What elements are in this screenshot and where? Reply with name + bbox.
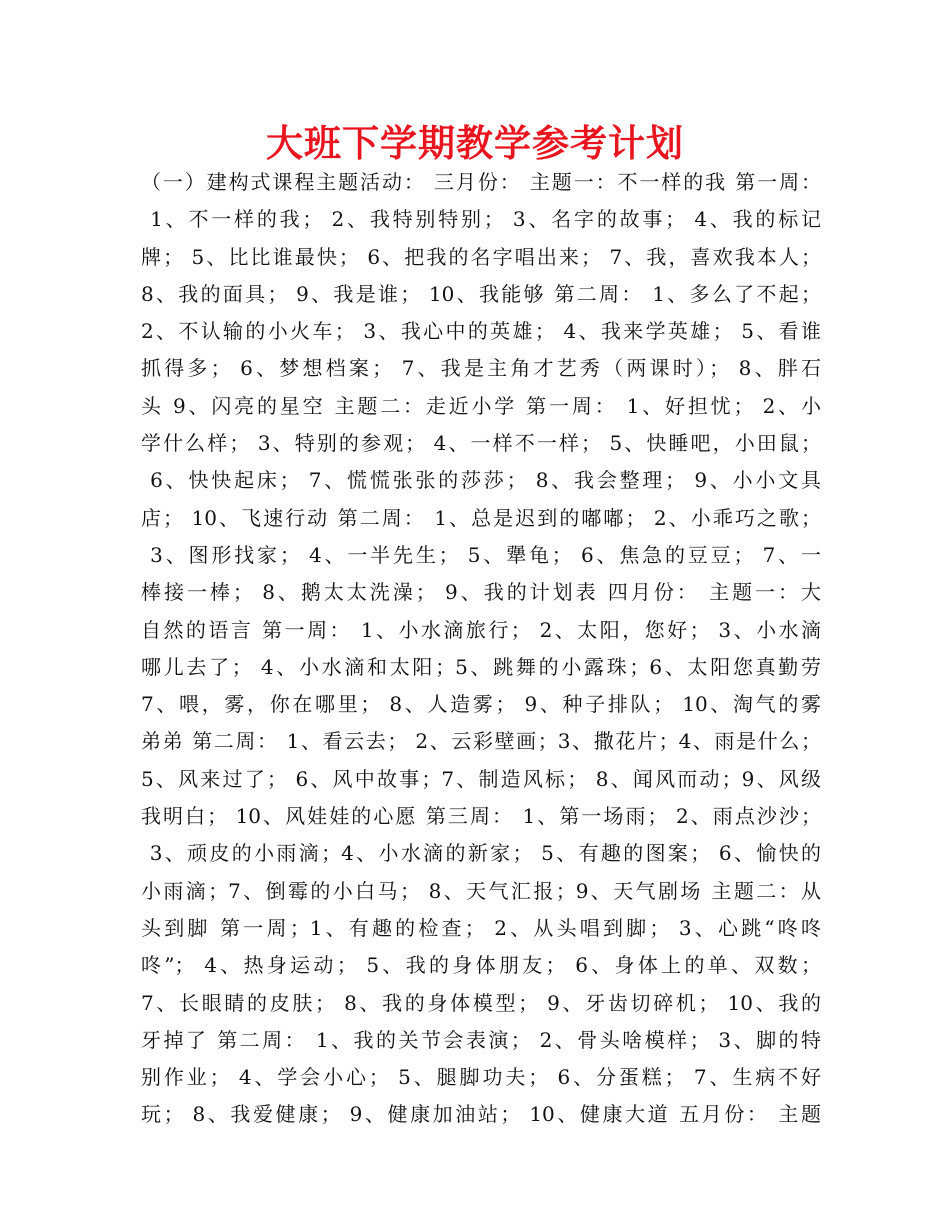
body-line: 7、喂，雾，你在哪里； 8、人造雾； 9、种子排队； 10、淘气的雾 — [141, 692, 821, 717]
body-line: 6、快快起床； 7、慌慌张张的莎莎； 8、我会整理； 9、小小文具 — [141, 468, 821, 493]
body-line: 自然的语言 第一周： 1、小水滴旅行； 2、太阳，您好； 3、小水滴 — [141, 617, 821, 642]
body-line: 别作业； 4、学会小心； 5、腿脚功夫； 6、分蛋糕； 7、生病不好 — [141, 1065, 821, 1090]
body-line: 牌； 5、比比谁最快； 6、把我的名字唱出来； 7、我，喜欢我本人； — [141, 244, 821, 269]
body-line: 头到脚 第一周；1、有趣的检查； 2、从头唱到脚； 3、心跳“咚咚 — [141, 915, 821, 940]
body-line: 棒接一棒； 8、鹅太太洗澡； 9、我的计划表 四月份： 主题一：大 — [141, 580, 821, 605]
document-title: 大班下学期教学参考计划 — [266, 122, 684, 165]
body-line: 2、不认输的小火车； 3、我心中的英雄； 4、我来学英雄； 5、看谁 — [141, 319, 821, 344]
body-line: 1、不一样的我； 2、我特别特别； 3、名字的故事； 4、我的标记 — [141, 207, 821, 232]
body-line: 咚”； 4、热身运动； 5、我的身体朋友； 6、身体上的单、双数； — [141, 953, 821, 978]
body-line: 学什么样； 3、特别的参观； 4、一样不一样； 5、快睡吧，小田鼠； — [141, 431, 821, 456]
body-line: 3、顽皮的小雨滴；4、小水滴的新家； 5、有趣的图案； 6、愉快的 — [141, 841, 821, 866]
body-line: 弟弟 第二周： 1、看云去； 2、云彩壁画；3、撒花片；4、雨是什么； — [141, 729, 821, 754]
body-line: 我明白； 10、风娃娃的心愿 第三周： 1、第一场雨； 2、雨点沙沙； — [141, 804, 821, 829]
body-line: 5、风来过了； 6、风中故事；7、制造风标； 8、闻风而动；9、风级 — [141, 766, 821, 791]
body-line: 牙掉了 第二周： 1、我的关节会表演； 2、骨头啥模样； 3、脚的特 — [141, 1027, 821, 1052]
document-body — [141, 164, 821, 1134]
body-line: 小雨滴；7、倒霉的小白马； 8、天气汇报；9、天气剧场 主题二：从 — [141, 878, 821, 903]
body-line: （一）建构式课程主题活动： 三月份： 主题一：不一样的我 第一周： — [141, 170, 821, 194]
body-line: 店； 10、飞速行动 第二周： 1、总是迟到的嘟嘟； 2、小乖巧之歌； — [141, 505, 821, 530]
body-line: 3、图形找家； 4、一半先生； 5、犟龟； 6、焦急的豆豆； 7、一 — [141, 542, 821, 567]
body-line: 抓得多； 6、梦想档案； 7、我是主角才艺秀（两课时）； 8、胖石 — [141, 356, 821, 381]
body-line: 8、我的面具； 9、我是谁； 10、我能够 第二周： 1、多么了不起； — [141, 281, 821, 306]
body-line: 头 9、闪亮的星空 主题二：走近小学 第一周： 1、好担忧； 2、小 — [141, 393, 821, 418]
body-line: 玩； 8、我爱健康； 9、健康加油站； 10、健康大道 五月份： 主题 — [141, 1102, 821, 1127]
body-line: 7、长眼睛的皮肤； 8、我的身体模型； 9、牙齿切碎机； 10、我的 — [141, 990, 821, 1015]
body-line: 哪儿去了； 4、小水滴和太阳；5、跳舞的小露珠；6、太阳您真勤劳 — [141, 654, 821, 679]
